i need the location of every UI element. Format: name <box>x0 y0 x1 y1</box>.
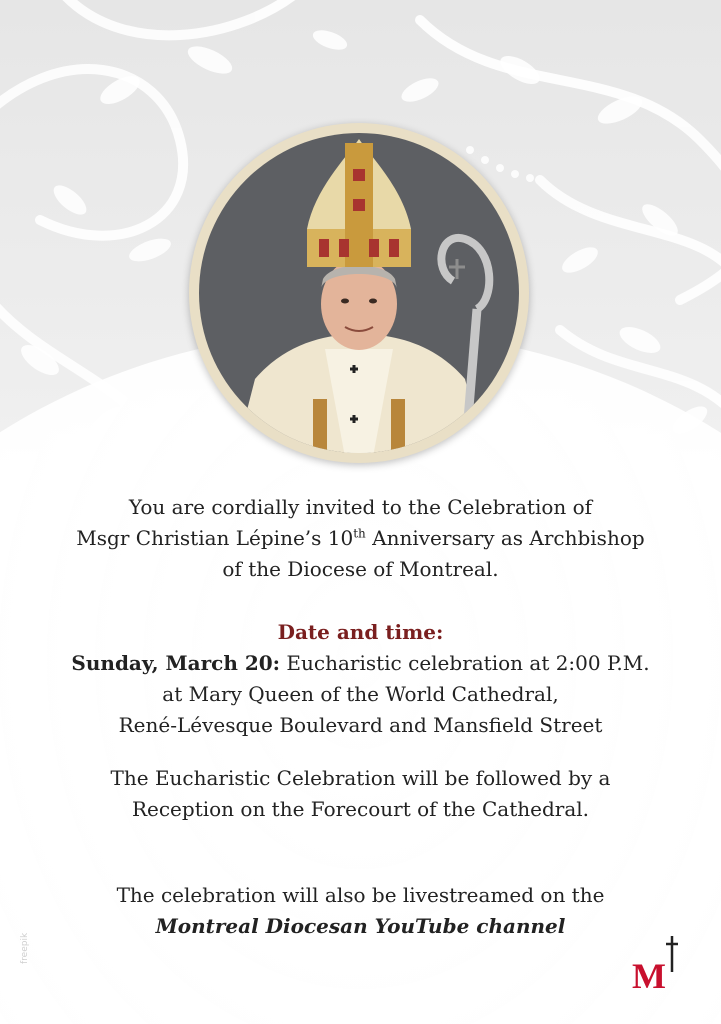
intro-line-2-end: Anniversary as Archbishop <box>365 526 645 550</box>
intro-line-2 <box>0 523 721 554</box>
reception-note <box>0 763 721 825</box>
details-line-2: at Mary Queen of the World Cathedral, <box>162 682 559 706</box>
watermark: freepik <box>20 932 30 964</box>
intro-line-3: of the Diocese of Montreal. <box>222 557 499 581</box>
reception-line-1: The Eucharistic Celebration will be followed by a <box>110 766 611 790</box>
reception-line-2: Reception on the Forecourt of the Cathedral. <box>131 797 590 821</box>
livestream-note <box>0 880 721 942</box>
logo-letter: M <box>632 956 666 992</box>
ordinal-suffix: th <box>353 526 366 541</box>
invitation-intro <box>0 492 721 585</box>
date-heading: Date and time: <box>277 620 444 644</box>
archbishop-portrait <box>189 123 529 463</box>
cross-icon <box>666 936 678 972</box>
livestream-line-2 <box>0 911 721 942</box>
details-line-1 <box>0 648 721 679</box>
portrait-image <box>195 129 523 457</box>
event-time: Eucharistic celebration at 2:00 P.M. <box>280 651 650 675</box>
intro-line-1: You are cordially invited to the Celebration of <box>128 495 593 519</box>
details-line-3: René-Lévesque Boulevard and Mansfield Street <box>118 713 603 737</box>
diocese-logo <box>628 932 688 992</box>
event-day: Sunday, March 20: <box>71 651 281 675</box>
livestream-line-1: The celebration will also be livestreamed on the <box>116 883 605 907</box>
youtube-channel-link[interactable]: Montreal Diocesan YouTube channel <box>155 914 566 938</box>
event-details <box>0 648 721 741</box>
intro-line-2-start: Msgr Christian Lépine’s 10 <box>76 526 354 550</box>
